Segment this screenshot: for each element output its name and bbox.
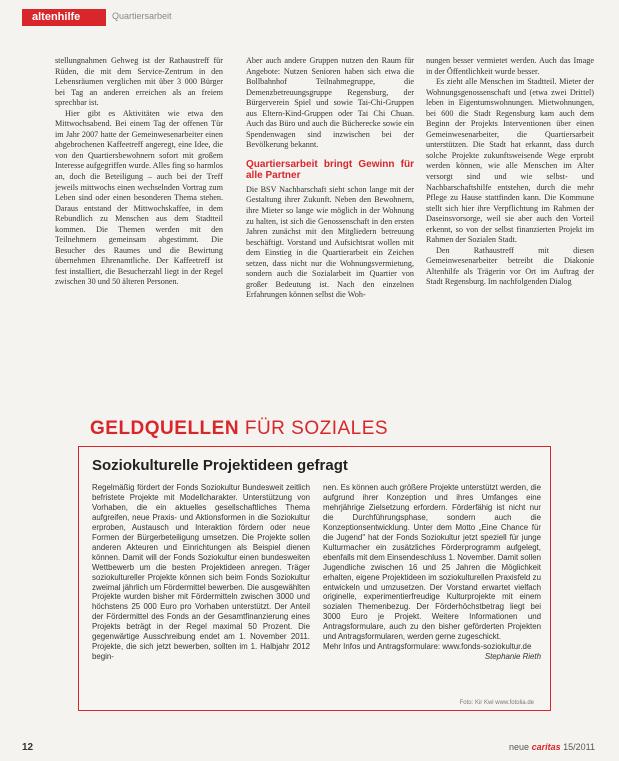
- funding-column-right: [323, 483, 541, 703]
- funding-title-bold: GELDQUELLEN: [90, 418, 240, 439]
- section-tab: altenhilfe: [22, 9, 106, 26]
- paragraph: nen. Es können auch größere Projekte unterstützt werden, die aufgrund ihrer Konzeption und ihres Umfanges eine mehrjährige Zielsetzung erfordern. Förderfähig ist nicht nur die Durchführungsphase, sondern auch die Konzeptionsentwicklung. Unter dem Motto „Eine Chance für die Jugend" hat der Fonds Soziokultur jetzt speziell für junge Kulturmacher ein zusätzliches Förderprogramm aufgelegt, ebenfalls mit dem Einsendeschluss 1. November. Damit sollen Jugendliche zwischen 16 und 25 Jahren die Möglichkeit erhalten, eigene Projektideen im soziokulturellen Praxisfeld zu entwickeln und umzusetzen. Der Vorstand erwartet vielfach originelle, experimentierfreudige Kulturprojekte mit einem sozialen Themenbezug. Der Förderhöchstbetrag liegt bei 3000 Euro je Projekt. Weitere Informationen und Antragsformulare, auch zu den bisher geförderten Projekten und Antragsformularen, werden gerne zugeschickt.: [323, 483, 541, 642]
- page-number: 12: [22, 742, 34, 753]
- paragraph: Es zieht alle Menschen im Stadtteil. Mieter der Wohnungsgenossenschaft und (etwa zwei Drittel) leben in Eigentumswohnungen. Mietwohnungen, bei 600 die Stadt Regensburg kam auch dem Beginn der Projekts Interventionen über einen Gemeinwesenarbeiter, die Quartiersarbeit unterstützen. Die Stadt hat erkannt, dass durch solche Projekte zukunftsweisende Wege erprobt werden können, wie alle Menschen im Alter versorgt sind und wie selbst- und Nachbarschaftshilfe entstehen, durch die mehr Pflege zu Hause stattfinden kann. Die Kommune stellt sich hier ihre Verpflichtung im Rahmen der Daseinsvorsorge, weil sie aber auch den Vorteil erkennt, so von der selbst finanzierten Projekt im Rahmen der Sozialen Stadt.: [426, 77, 594, 245]
- paragraph: Die BSV Nachbarschaft sieht schon lange mit der Gestaltung ihrer Zukunft. Neben den Bewohnern, ihre Mieter so lange wie möglich in der Wohnung zu halten, ist sich die Genossenschaft in den ersten Jahren zunächst mit den Mitgliedern betreuung beschäftigt. Vorstand und Aufsichtsrat wollen mit dem Einstieg in die Quartierarbeit ein Zeichen setzen, dass nicht nur die Wohnungsvermietung, sondern auch die Sozialarbeit im Quartier von großer Bedeutung ist. Nach den einzelnen Erfahrungen können selbst die Woh-: [246, 184, 414, 300]
- funding-section-title: [90, 418, 388, 440]
- paragraph: Aber auch andere Gruppen nutzen den Raum für Angebote: Nutzen Senioren haben sich etwa die Bollbahnhof Teilnahmegruppe, die Demenzbetreuungsgruppe Regensburg, der Bürgerverein Spiel und sowie Tai-Chi-Gruppen aus Eltern-Kind-Gruppen oder Tai Chi Chuan. Auch das Büro und auch die Bücherecke sowie ein Spendenwagen sind inzwischen bei der Bevölkerung bekannt.: [246, 56, 414, 150]
- magazine-footer: [509, 742, 595, 752]
- funding-title-rest: FÜR SOZIALES: [244, 418, 389, 439]
- author-signature: Stephanie Rieth: [484, 652, 541, 662]
- magazine-prefix: neue: [509, 742, 530, 752]
- issue-number: 15/2011: [563, 742, 595, 752]
- subheading: Quartiersarbeit bringt Gewinn für alle Partner: [246, 158, 414, 182]
- section-label: Quartiersarbeit: [112, 11, 172, 21]
- article-column-1: [55, 56, 223, 324]
- funding-column-left: [92, 483, 310, 703]
- photo-credit: Foto: Kir Kwi www.fotolia.de: [459, 700, 534, 706]
- article-column-3: [426, 56, 594, 324]
- paragraph: Hier gibt es Aktivitäten wie etwa den Mittwochsabend. Bei einem Tag der offenen Tür im Jahr 2007 hatte der Gemeinwesenarbeiter einen abgebrochenen Kaffeetreff angeregt, eine Idee, die von den Quartiersbewohnern sofort mit großem Interesse aufgegriffen wurde. Alles fing so harmlos an, doch die Beteiligung – auch bei der Treff jeweils mittwochs einen wechselnden Vortrag zum Leben sind oder einen besonderen Thema stehen. Daraus entstand der Mittwochskaffee, in dem Rebundlich zu Menschen aus dem Stadtteil kommen. Die Themen werden mit den Teilnehmern gemeinsam abgestimmt. Die Besucher des Raumes und die Bewirtung übernehmen Ehrenamtliche. Der Kaffeetreff ist fest installiert, die Besucherzahl liegt in der Regel zwischen 30 und 50 älteren Personen.: [55, 108, 223, 287]
- funding-box: [78, 446, 551, 711]
- funding-box-title: Soziokulturelle Projektideen gefragt: [92, 457, 348, 474]
- magazine-brand: caritas: [531, 742, 561, 752]
- article-column-2: [246, 56, 414, 324]
- more-info: Mehr Infos und Antragsformulare: www.fonds-soziokultur.de: [323, 642, 532, 652]
- paragraph: Regelmäßig fördert der Fonds Soziokultur Bundesweit zeitlich befristete Projekte mit Modellcharakter. Unterstützung von Vorhaben, die ein aktuelles gesellschaftliches Thema aufgreifen, neue Praxis- und Aktionsformen in die Soziokultur erproben, Austausch und Interaktion fördern oder neue Formen der Bürgerbeteiligung umsetzen. Die Projekte sollen anderen Akteuren und Einrichtungen als Beispiel dienen können. Damit will der Fonds Soziokultur einen bundesweiten Wettbewerb um die besten Projektideen anregen. Träger soziokultureller Projekte können sich beim Fonds Soziokultur zweimal jährlich um Fördermittel bewerben. Die ausgewählten Projekte wurden bisher mit Fördermitteln zwischen 3000 und höchstens 25 000 Euro pro Vorhaben unterstützt. Der Anteil der Fördermittel des Fonds an der Gesamtfinanzierung eines Projekts beträgt in der Regel maximal 50 Prozent. Die gegenwärtige Ausschreibung endet am 1. November 2011. Projekte, die sich jetzt bewerben, sollten im 1. Halbjahr 2012 begin-: [92, 483, 310, 662]
- paragraph: stellungnahmen Gehweg ist der Rathaustreff für Rüden, die mit dem Service-Zentrum in den Lebensräumen verglichen mit über 3 000 Bürger bei Tag an anderen erreichen als an freiem sprechbar ist.: [55, 56, 223, 108]
- paragraph: Den Rathaustreff mit diesen Gemeinwesenarbeiter betreibt die Diakonie Altenhilfe als Trägerin vor Ort im Auftrag der Stadt Regensburg. Im nachfolgenden Dialog: [426, 245, 594, 287]
- paragraph: nungen besser vermietet werden. Auch das Image in der Öffentlichkeit wurde besser.: [426, 56, 594, 76]
